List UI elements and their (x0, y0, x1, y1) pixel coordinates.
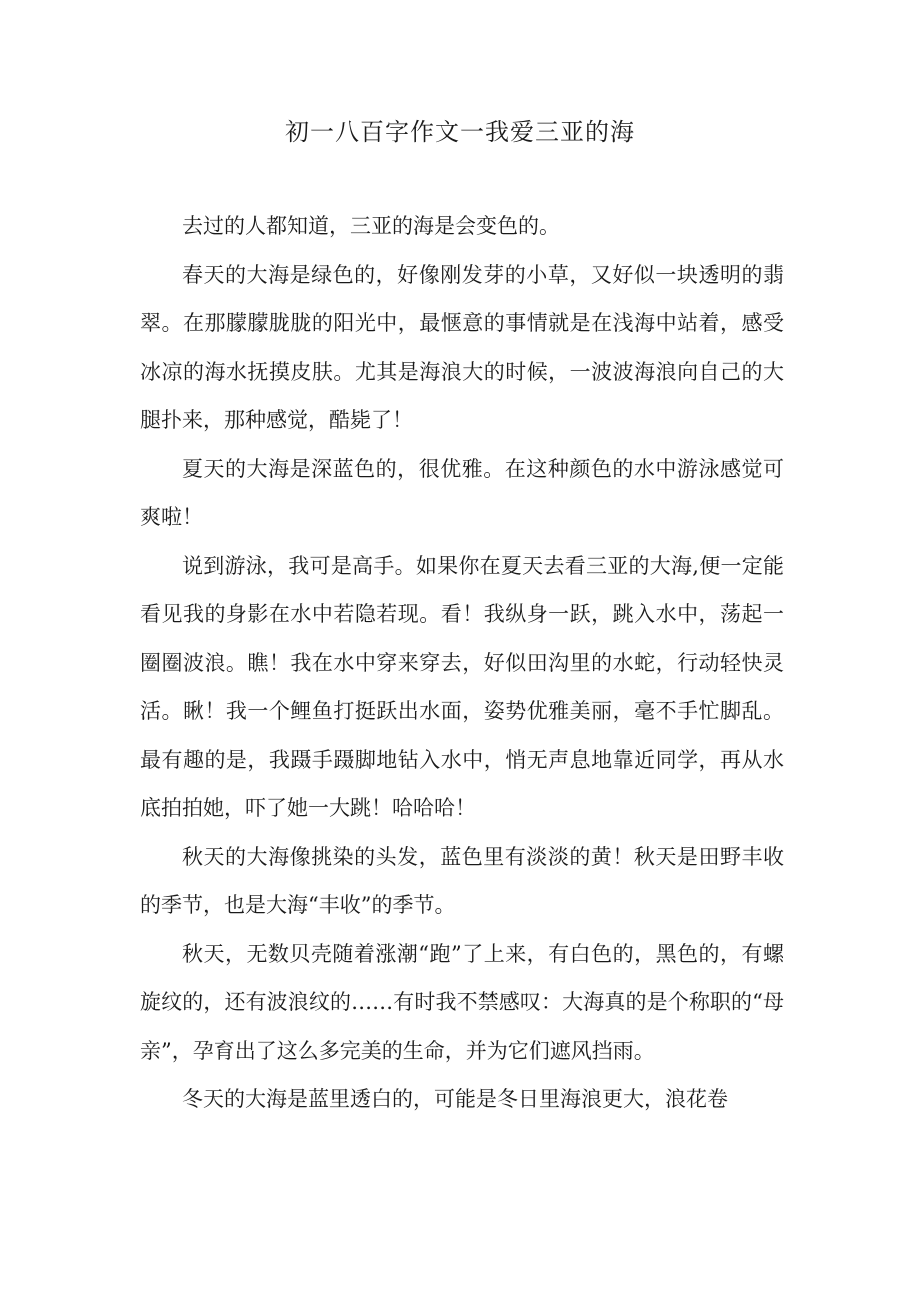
paragraph-2: 春天的大海是绿色的，好像刚发芽的小草，又好似一块透明的翡翠。在那朦朦胧胧的阳光中，最惬意的事情就是在浅海中站着，感受冰凉的海水抚摸皮肤。尤其是海浪大的时候，一波波海浪向自己的大腿扑来，那种感觉，酷毙了！ (140, 262, 784, 432)
paragraph-5: 秋天的大海像挑染的头发，蓝色里有淡淡的黄！秋天是田野丰收的季节，也是大海“丰收”的季节。 (140, 844, 784, 917)
paragraph-6: 秋天，无数贝壳随着涨潮“跑”了上来，有白色的，黑色的，有螺旋纹的，还有波浪纹的……有时我不禁感叹：大海真的是个称职的“母亲”，孕育出了这么多完美的生命，并为它们遮风挡雨。 (140, 941, 784, 1063)
paragraph-4: 说到游泳，我可是高手。如果你在夏天去看三亚的大海,便一定能看见我的身影在水中若隐若现。看！我纵身一跃，跳入水中，荡起一圈圈波浪。瞧！我在水中穿来穿去，好似田沟里的水蛇，行动轻快灵活。瞅！我一个鲤鱼打挺跃出水面，姿势优雅美丽，毫不手忙脚乱。最有趣的是，我蹑手蹑脚地钻入水中，悄无声息地靠近同学，再从水底拍拍她，吓了她一大跳！哈哈哈！ (140, 553, 784, 820)
document-title: 初一八百字作文一我爱三亚的海 (285, 118, 635, 146)
document-body (140, 202, 784, 1124)
paragraph-7: 冬天的大海是蓝里透白的，可能是冬日里海浪更大，浪花卷 (182, 1087, 728, 1111)
paragraph-3: 夏天的大海是深蓝色的，很优雅。在这种颜色的水中游泳感觉可爽啦！ (140, 456, 784, 529)
paragraph-1: 去过的人都知道，三亚的海是会变色的。 (182, 214, 560, 238)
